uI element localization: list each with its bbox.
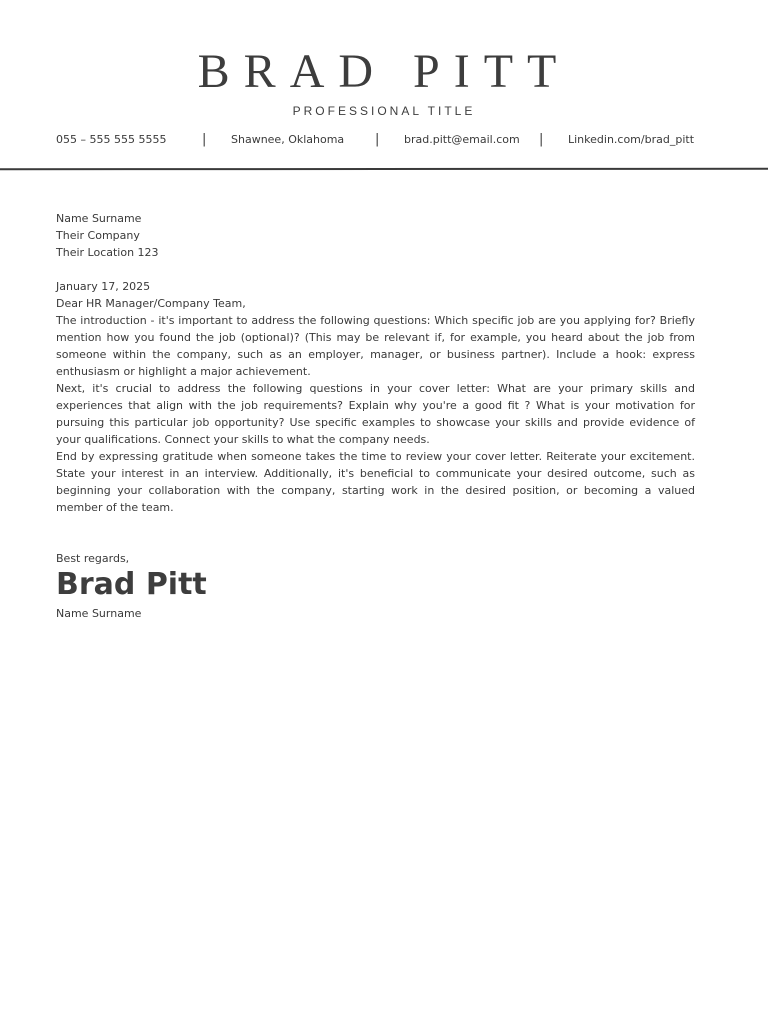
letter-body [56,210,695,622]
contact-separator: | [539,132,544,147]
letterhead [0,0,768,172]
contact-email: brad.pitt@email.com [404,133,520,146]
contact-phone: 055 – 555 555 5555 [56,133,167,146]
closing-block [56,550,695,622]
recipient-location: Their Location 123 [56,246,159,259]
professional-title: PROFESSIONAL TITLE [292,104,476,118]
contact-linkedin: Linkedin.com/brad_pitt [568,133,695,146]
sign-off: Best regards, [56,552,130,565]
contact-separator: | [202,132,207,147]
paragraph-closing: End by expressing gratitude when someone takes the time to review your cover letter. Reiterate your excitement. State your interest in an interview. Additionally, it's beneficial to communicate your desired outcome, such as beginning your collaboration with the company, starting work in the desired position, or becoming a valued member of the team. [56,450,695,514]
recipient-name: Name Surname [56,212,142,225]
contact-separator: | [375,132,380,147]
header-divider [0,168,768,171]
contact-location: Shawnee, Oklahoma [231,133,345,146]
letter-date: January 17, 2025 [56,280,151,293]
recipient-block [56,210,695,261]
paragraph-introduction: The introduction - it's important to address the following questions: Which specific job are you applying for? Briefly mention how you found the job (optional)? (This may be relevant if, for example, you heard about the job from someone within the company, such as an employer, manager, or business partner). Include a hook: express enthusiasm or highlight a major achievement. [56,314,695,378]
recipient-company: Their Company [56,229,140,242]
applicant-name-heading: BRAD PITT [197,45,571,98]
signature-name-line: Name Surname [56,607,142,620]
contact-info-row [0,131,768,149]
paragraph-skills: Next, it's crucial to address the following questions in your cover letter: What are your primary skills and experiences that align with the job requirements? Explain why you're a good fit ? What is your motivation for pursuing this particular job opportunity? Use specific examples to showcase your skills and provide evidence of your qualifications. Connect your skills to what the company needs. [56,382,695,446]
salutation: Dear HR Manager/Company Team, [56,297,246,310]
signature-name: Brad Pitt [56,567,207,602]
